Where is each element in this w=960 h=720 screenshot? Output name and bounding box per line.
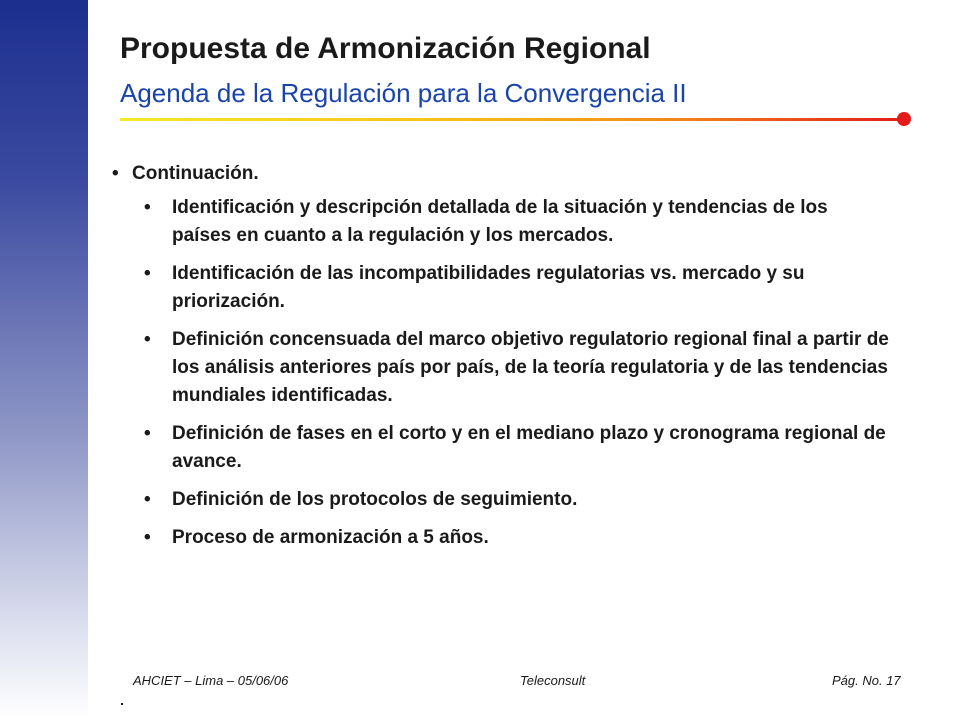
title-underline <box>120 118 902 121</box>
bullet-marker: • <box>144 423 151 444</box>
bullet-marker: • <box>144 329 151 350</box>
list-item <box>110 486 890 514</box>
footer-event: AHCIET – Lima – 05/06/06 <box>133 673 289 688</box>
bullet-marker: • <box>112 163 119 184</box>
sidebar-gradient <box>0 0 88 720</box>
list-item-text: Proceso de armonización a 5 años. <box>172 527 489 548</box>
lead-bullet <box>110 160 890 188</box>
bullet-marker: • <box>144 197 151 218</box>
footer-company: Teleconsult <box>520 673 586 688</box>
list-item-text: Definición de fases en el corto y en el mediano plazo y cronograma regional de avance. <box>172 423 886 472</box>
list-item <box>110 260 890 316</box>
list-item-text: Definición de los protocolos de seguimiento. <box>172 489 578 510</box>
list-item <box>110 420 890 476</box>
slide-body <box>110 160 890 562</box>
lead-bullet-text: Continuación. <box>132 163 259 184</box>
bullet-marker: • <box>144 489 151 510</box>
sub-bullet-list <box>110 194 890 552</box>
list-item <box>110 326 890 410</box>
list-item-text: Identificación de las incompatibilidades regulatorias vs. mercado y su priorización. <box>172 263 805 312</box>
underline-end-dot <box>897 112 911 126</box>
bullet-marker: • <box>144 527 151 548</box>
list-item <box>110 524 890 552</box>
bullet-marker: • <box>144 263 151 284</box>
footer-dot <box>121 703 123 705</box>
list-item <box>110 194 890 250</box>
slide-subtitle: Agenda de la Regulación para la Convergencia II <box>120 78 687 108</box>
slide-title: Propuesta de Armonización Regional <box>120 32 651 65</box>
footer-page-number: Pág. No. 17 <box>832 673 901 688</box>
list-item-text: Definición concensuada del marco objetivo regulatorio regional final a partir de los análisis anteriores país por país, de la teoría regulatoria y de las tendencias mundiales identificadas. <box>172 329 889 406</box>
list-item-text: Identificación y descripción detallada de la situación y tendencias de los países en cuanto a la regulación y los mercados. <box>172 197 828 246</box>
